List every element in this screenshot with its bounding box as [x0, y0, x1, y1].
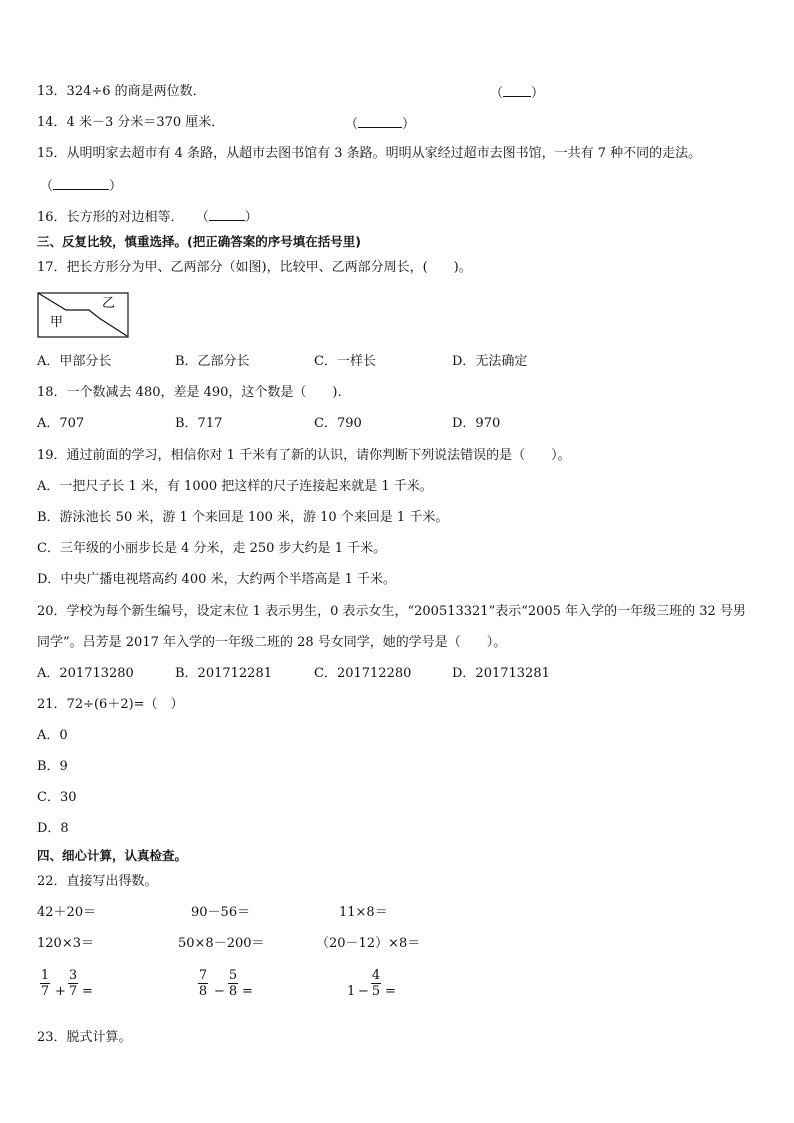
q18-option-b[interactable]: B．717 [175, 416, 223, 431]
section-3-heading: 三、反复比较，慎重选择。(把正确答案的序号填在括号里) [37, 234, 361, 249]
q21-option-b[interactable]: B．9 [37, 759, 68, 774]
question-15-text: 15．从明明家去超市有 4 条路，从超市去图书馆有 3 条路。明明从家经过超市去图书馆，一共有 7 种不同的走法。 [37, 146, 702, 161]
q21-option-c[interactable]: C．30 [37, 790, 77, 805]
question-20-text-line2: 同学”。吕芳是 2017 年入学的一年级二班的 28 号女同学，她的学号是（ ）。 [37, 635, 507, 650]
question-15-answer-paren: （ ） [40, 179, 123, 194]
question-20-text-line1: 20．学校为每个新生编号，设定末位 1 表示男生，0 表示女生，“200513321”表示“2005 年入学的一年级三班的 32 号男 [37, 604, 746, 619]
question-19-text: 19．通过前面的学习，相信你对 1 千米有了新的认识，请你判断下列说法错误的是（ ）。 [37, 448, 571, 463]
q18-option-d[interactable]: D．970 [452, 416, 501, 431]
q21-option-a[interactable]: A．0 [37, 728, 68, 743]
q17-option-c[interactable]: C．一样长 [314, 354, 376, 369]
q20-option-c[interactable]: C．201712280 [314, 666, 412, 681]
question-16-text: 16．长方形的对边相等． [37, 210, 184, 225]
fraction: 5 8 [228, 968, 238, 999]
fraction: 4 5 [371, 968, 381, 999]
question-13 [37, 84, 206, 100]
question-21-text: 21．72÷(6＋2)=（ ） [37, 697, 184, 712]
q18-option-c[interactable]: C．790 [314, 416, 362, 431]
question-16: 16．长方形的对边相等． （ ） [37, 210, 258, 225]
question-14 [37, 115, 224, 131]
calc-item: 50×8－200＝ [178, 936, 265, 951]
q17-option-d[interactable]: D．无法确定 [452, 354, 528, 369]
q17-option-a[interactable]: A．甲部分长 [37, 354, 112, 369]
section-4-heading: 四、细心计算，认真检查。 [37, 848, 188, 863]
question-22-text: 22．直接写出得数。 [37, 874, 158, 889]
q18-option-a[interactable]: A．707 [37, 416, 85, 431]
calc-item: 11×8＝ [339, 905, 388, 920]
rectangle-figure [37, 292, 129, 338]
question-17-text: 17．把长方形分为甲、乙两部分（如图)，比较甲、乙两部分周长，( )。 [37, 260, 472, 275]
q17-option-b[interactable]: B．乙部分长 [175, 354, 250, 369]
q20-option-b[interactable]: B．201712281 [175, 666, 272, 681]
q19-option-d[interactable]: D．中央广播电视塔高约 400 米，大约两个半塔高是 1 千米。 [37, 572, 397, 587]
fraction: 7 8 [198, 968, 208, 999]
calc-item: （20－12）×8＝ [316, 936, 421, 951]
calc-item: 120×3＝ [37, 936, 94, 951]
question-14-text: 14．4 米－3 分米＝370 厘米． [37, 115, 225, 130]
question-13-answer-paren: （ ） [490, 86, 545, 101]
question-18-text: 18．一个数减去 480，差是 490，这个数是（ ). [37, 385, 342, 400]
answer-blank[interactable] [53, 177, 109, 190]
figure-label-jia: 甲 [50, 315, 64, 330]
calc-item: 90－56＝ [191, 905, 251, 920]
question-15 [37, 146, 701, 162]
figure-label-yi: 乙 [102, 296, 116, 311]
q19-option-a[interactable]: A．一把尺子长 1 米，有 1000 把这样的尺子连接起来就是 1 千米。 [37, 479, 433, 494]
q19-option-c[interactable]: C．三年级的小丽步长是 4 分米，走 250 步大约是 1 千米。 [37, 541, 387, 556]
fraction: 3 7 [68, 968, 78, 999]
fraction: 1 7 [40, 968, 50, 999]
q19-option-b[interactable]: B．游泳池长 50 米，游 1 个来回是 100 米，游 10 个来回是 1 千米。 [37, 510, 449, 525]
question-14-answer-paren: （ ） [345, 117, 416, 132]
q20-option-a[interactable]: A．201713280 [37, 666, 134, 681]
calc-item: 42＋20＝ [37, 905, 97, 920]
question-23-text: 23．脱式计算。 [37, 1030, 132, 1045]
q20-option-d[interactable]: D．201713281 [452, 666, 550, 681]
answer-blank[interactable] [503, 84, 531, 97]
question-13-text: 13．324÷6 的商是两位数． [37, 84, 206, 99]
answer-blank[interactable] [209, 208, 245, 221]
q21-option-d[interactable]: D．8 [37, 821, 69, 836]
answer-blank[interactable] [358, 115, 402, 128]
